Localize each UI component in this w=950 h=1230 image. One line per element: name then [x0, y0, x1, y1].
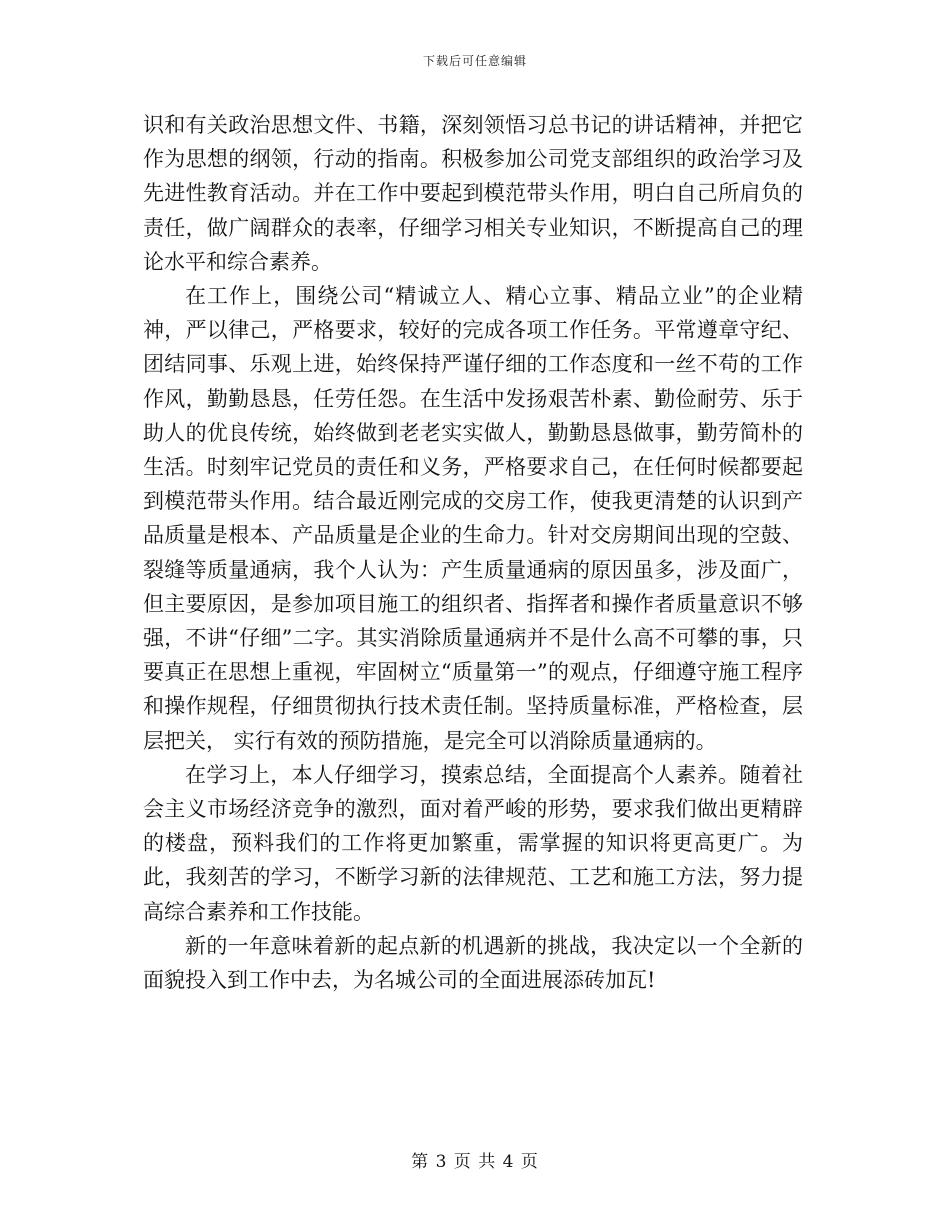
page-header: 下载后可任意编辑	[422, 54, 527, 68]
page-footer: 第 3 页 共 4 页	[411, 1152, 539, 1172]
paragraph-3: 在学习上，本人仔细学习，摸索总结，全面提高个人素养。随着社会主义市场经济竞争的激烈，面对着严峻的形势，要求我们做出更精辟的楼盘，预料我们的工作将更加繁重，需掌握的知识将更高更广。为此，我刻苦的学习，不断学习新的法律规范、工艺和施工方法，努力提高综合素养和工作技能。	[143, 762, 803, 924]
paragraph-1: 识和有关政治思想文件、书籍，深刻领悟习总书记的讲话精神，并把它作为思想的纲领，行动的指南。积极参加公司党支部组织的政治学习及先进性教育活动。并在工作中要起到模范带头作用，明白自己所肩负的责任，做广阔群众的表率，仔细学习相关专业知识，不断提高自己的理论水平和综合素养。	[143, 113, 803, 274]
paragraph-4: 新的一年意味着新的起点新的机遇新的挑战，我决定以一个全新的面貌投入到工作中去，为名城公司的全面进展添砖加瓦!	[143, 933, 803, 993]
body-text	[143, 108, 803, 997]
paragraph-2: 在工作上，围绕公司“精诚立人、精心立事、精品立业”的企业精神，严以律己，严格要求，较好的完成各项工作任务。平常遵章守纪、团结同事、乐观上进，始终保持严谨仔细的工作态度和一丝不苟的工作作风，勤勤恳恳，任劳任怨。在生活中发扬艰苦朴素、勤俭耐劳、乐于助人的优良传统，始终做到老老实实做人，勤勤恳恳做事，勤劳简朴的生活。时刻牢记党员的责任和义务，严格要求自己，在任何时候都要起到模范带头作用。结合最近刚完成的交房工作，使我更清楚的认识到产品质量是根本、产品质量是企业的生命力。针对交房期间出现的空鼓、裂缝等质量通病，我个人认为：产生质量通病的原因虽多，涉及面广，但主要原因，是参加项目施工的组织者、指挥者和操作者质量意识不够强，不讲“仔细”二字。其实消除质量通病并不是什么高不可攀的事，只要真正在思想上重视，牢固树立“质量第一”的观点，仔细遵守施工程序和操作规程，仔细贯彻执行技术责任制。坚持质量标准，严格检查，层层把关， 实行有效的预防措施，是完全可以消除质量通病的。	[143, 284, 803, 753]
